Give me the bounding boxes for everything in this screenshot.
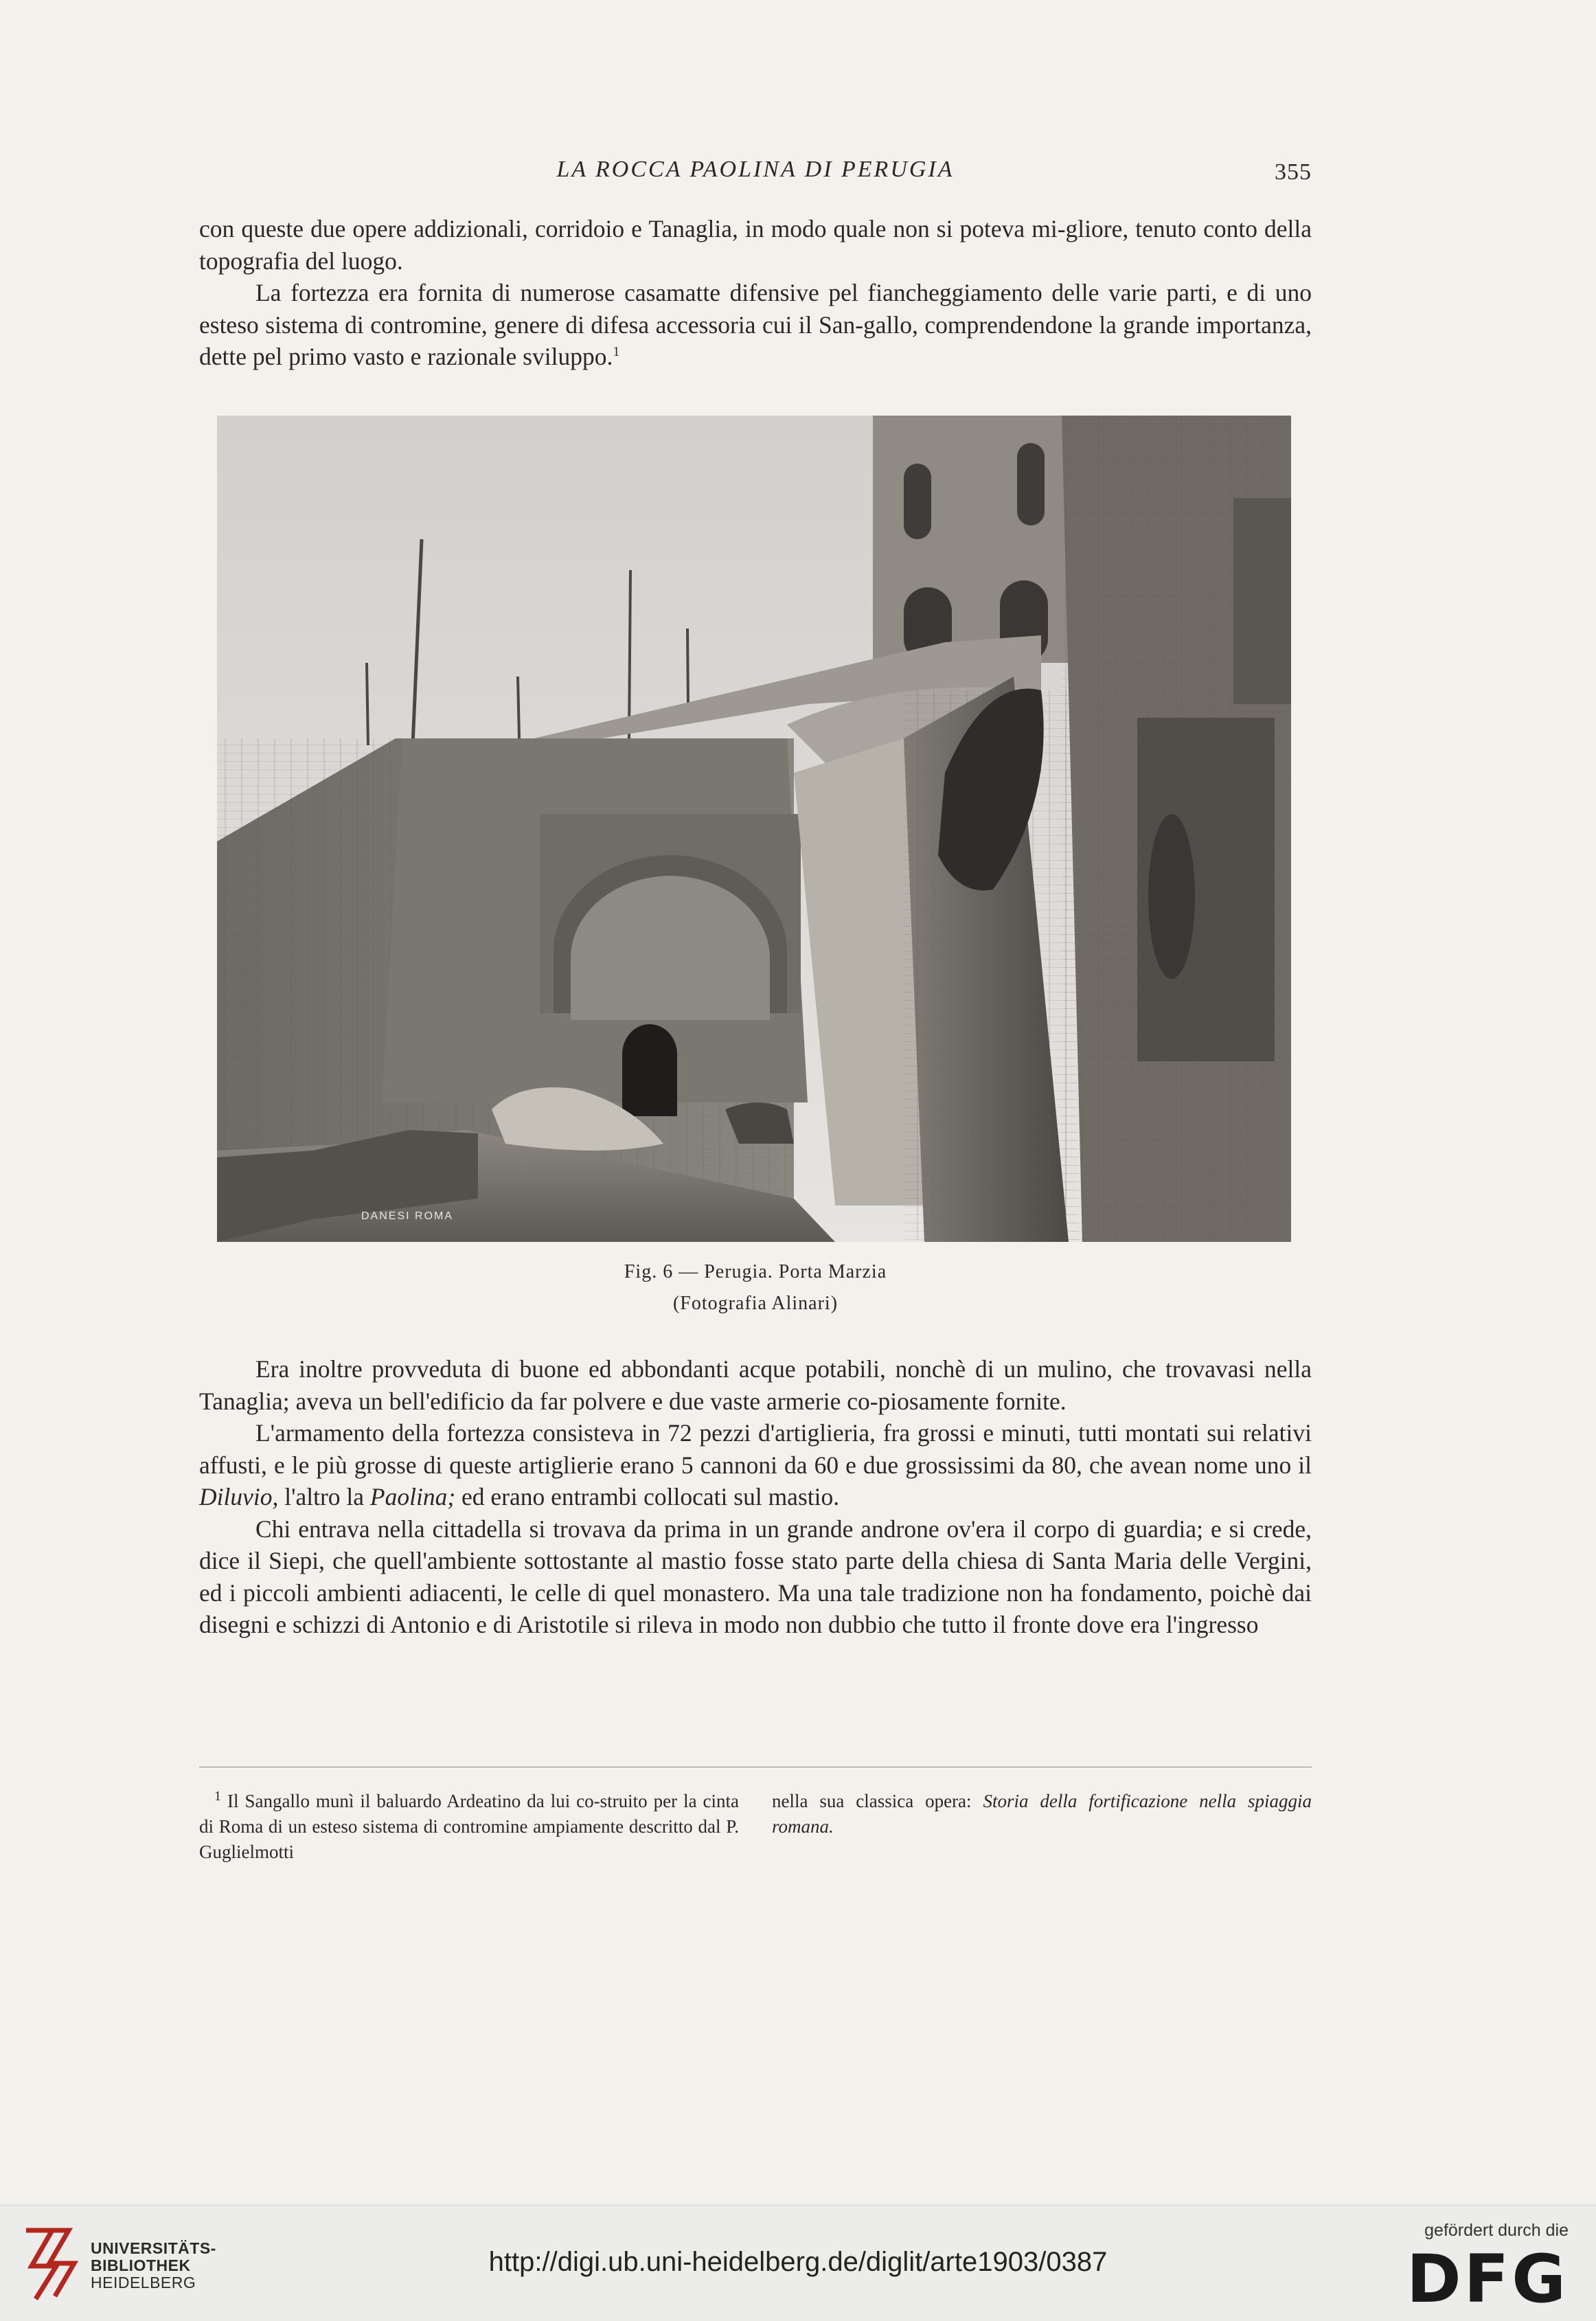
footnote-reference[interactable]: 1 — [613, 344, 620, 360]
footnote-1-text: Il Sangallo munì il baluardo Ardeatino da lui co-struito per la cinta di Roma di un esteso sistema di contromine ampiamente descritto dal P. Guglielmotti — [199, 1791, 740, 1862]
running-head-title: LA ROCCA PAOLINA DI PERUGIA — [556, 157, 955, 182]
library-name-line-2: BIBLIOTHEK — [91, 2256, 191, 2274]
footnote-marker: 1 — [214, 1789, 221, 1804]
paragraph-1: con queste due opere addizionali, corridoio e Tanaglia, in modo quale non si poteva mi-gliore, tenuto conto della topografia del luogo. — [199, 215, 1312, 275]
figure-credit: (Fotografia Alinari) — [672, 1293, 839, 1314]
footnote-1 — [199, 1789, 739, 1865]
permalink-url[interactable]: http://digi.ub.uni-heidelberg.de/diglit/arte1903/0387 — [488, 2247, 1108, 2277]
footnote-column-left — [199, 1789, 739, 1865]
paragraph-4-text-a: L'armamento della fortezza consisteva in 72 pezzi d'artiglieria, fra grossi e minuti, tutti montati sui relativi affusti, e le più grosse di queste artiglierie erano 5 cannoni da 60 e due grossissimi da 80, che avean nome uno il — [199, 1419, 1312, 1479]
figure-caption: Fig. 6 — Perugia. Porta Marzia — [624, 1261, 887, 1282]
photo-illustration — [217, 416, 1291, 1242]
photo-stamp: DANESI ROMA — [361, 1210, 454, 1222]
body-text-bottom — [199, 1353, 1312, 1641]
library-name-line-3: HEIDELBERG — [91, 2274, 196, 2291]
paragraph-5: Chi entrava nella cittadella si trovava da prima in un grande androne ov'era il corpo di guardia; e si crede, dice il Siepi, che quell'ambiente sottostante al mastio fosse stato parte della chiesa di Santa Maria delle Vergini, ed i piccoli ambienti adiacenti, le celle di quel monastero. Ma una tale tradizione non ha fondamento, poichè dai disegni e schizzi di Antonio e di Aristotile si rileva in modo non dubbio che tutto il fronte dove era l'ingresso — [199, 1515, 1312, 1638]
dfg-logo: DFG — [1406, 2241, 1569, 2318]
funder-block[interactable] — [1404, 2221, 1569, 2318]
page-number: 355 — [1275, 159, 1312, 185]
cannon-name-diluvio: Diluvio, — [199, 1483, 279, 1510]
paragraph-2-text: La fortezza era fornita di numerose casamatte difensive pel fiancheggiamento delle varie parti, e di uno esteso sistema di contromine, genere di difesa accessoria cui il San-gallo, comprendendone la grande importanza, dette pel primo vasto e razionale sviluppo. — [199, 279, 1312, 370]
paragraph-4 — [199, 1417, 1312, 1513]
footnote-continued-text: nella sua classica opera: — [772, 1791, 983, 1811]
body-text-top — [199, 213, 1312, 373]
footnote-1-continued — [772, 1789, 1312, 1839]
footnote-column-right — [772, 1789, 1312, 1839]
footnote-work-title: Storia della fortificazione nella spiaggia romana. — [772, 1791, 1312, 1837]
library-name-line-1: UNIVERSITÄTS- — [91, 2239, 216, 2257]
running-head — [199, 157, 1312, 191]
viewer-footer — [0, 2205, 1596, 2321]
cannon-name-paolina: Paolina; — [369, 1483, 456, 1510]
paragraph-4-text-c: ed erano entrambi collocati sul mastio. — [455, 1483, 840, 1510]
paragraph-4-text-b: l'altro la — [278, 1483, 370, 1510]
paragraph-2 — [199, 277, 1312, 373]
figure-photograph-porta-marzia — [217, 416, 1291, 1242]
funder-label: gefördert durch die — [1424, 2221, 1569, 2240]
paragraph-3: Era inoltre provveduta di buone ed abbondanti acque potabili, nonchè di un mulino, che trovavasi nella Tanaglia; aveva un bell'edificio da far polvere e due vaste armerie co-piosamente fornite. — [199, 1355, 1312, 1415]
